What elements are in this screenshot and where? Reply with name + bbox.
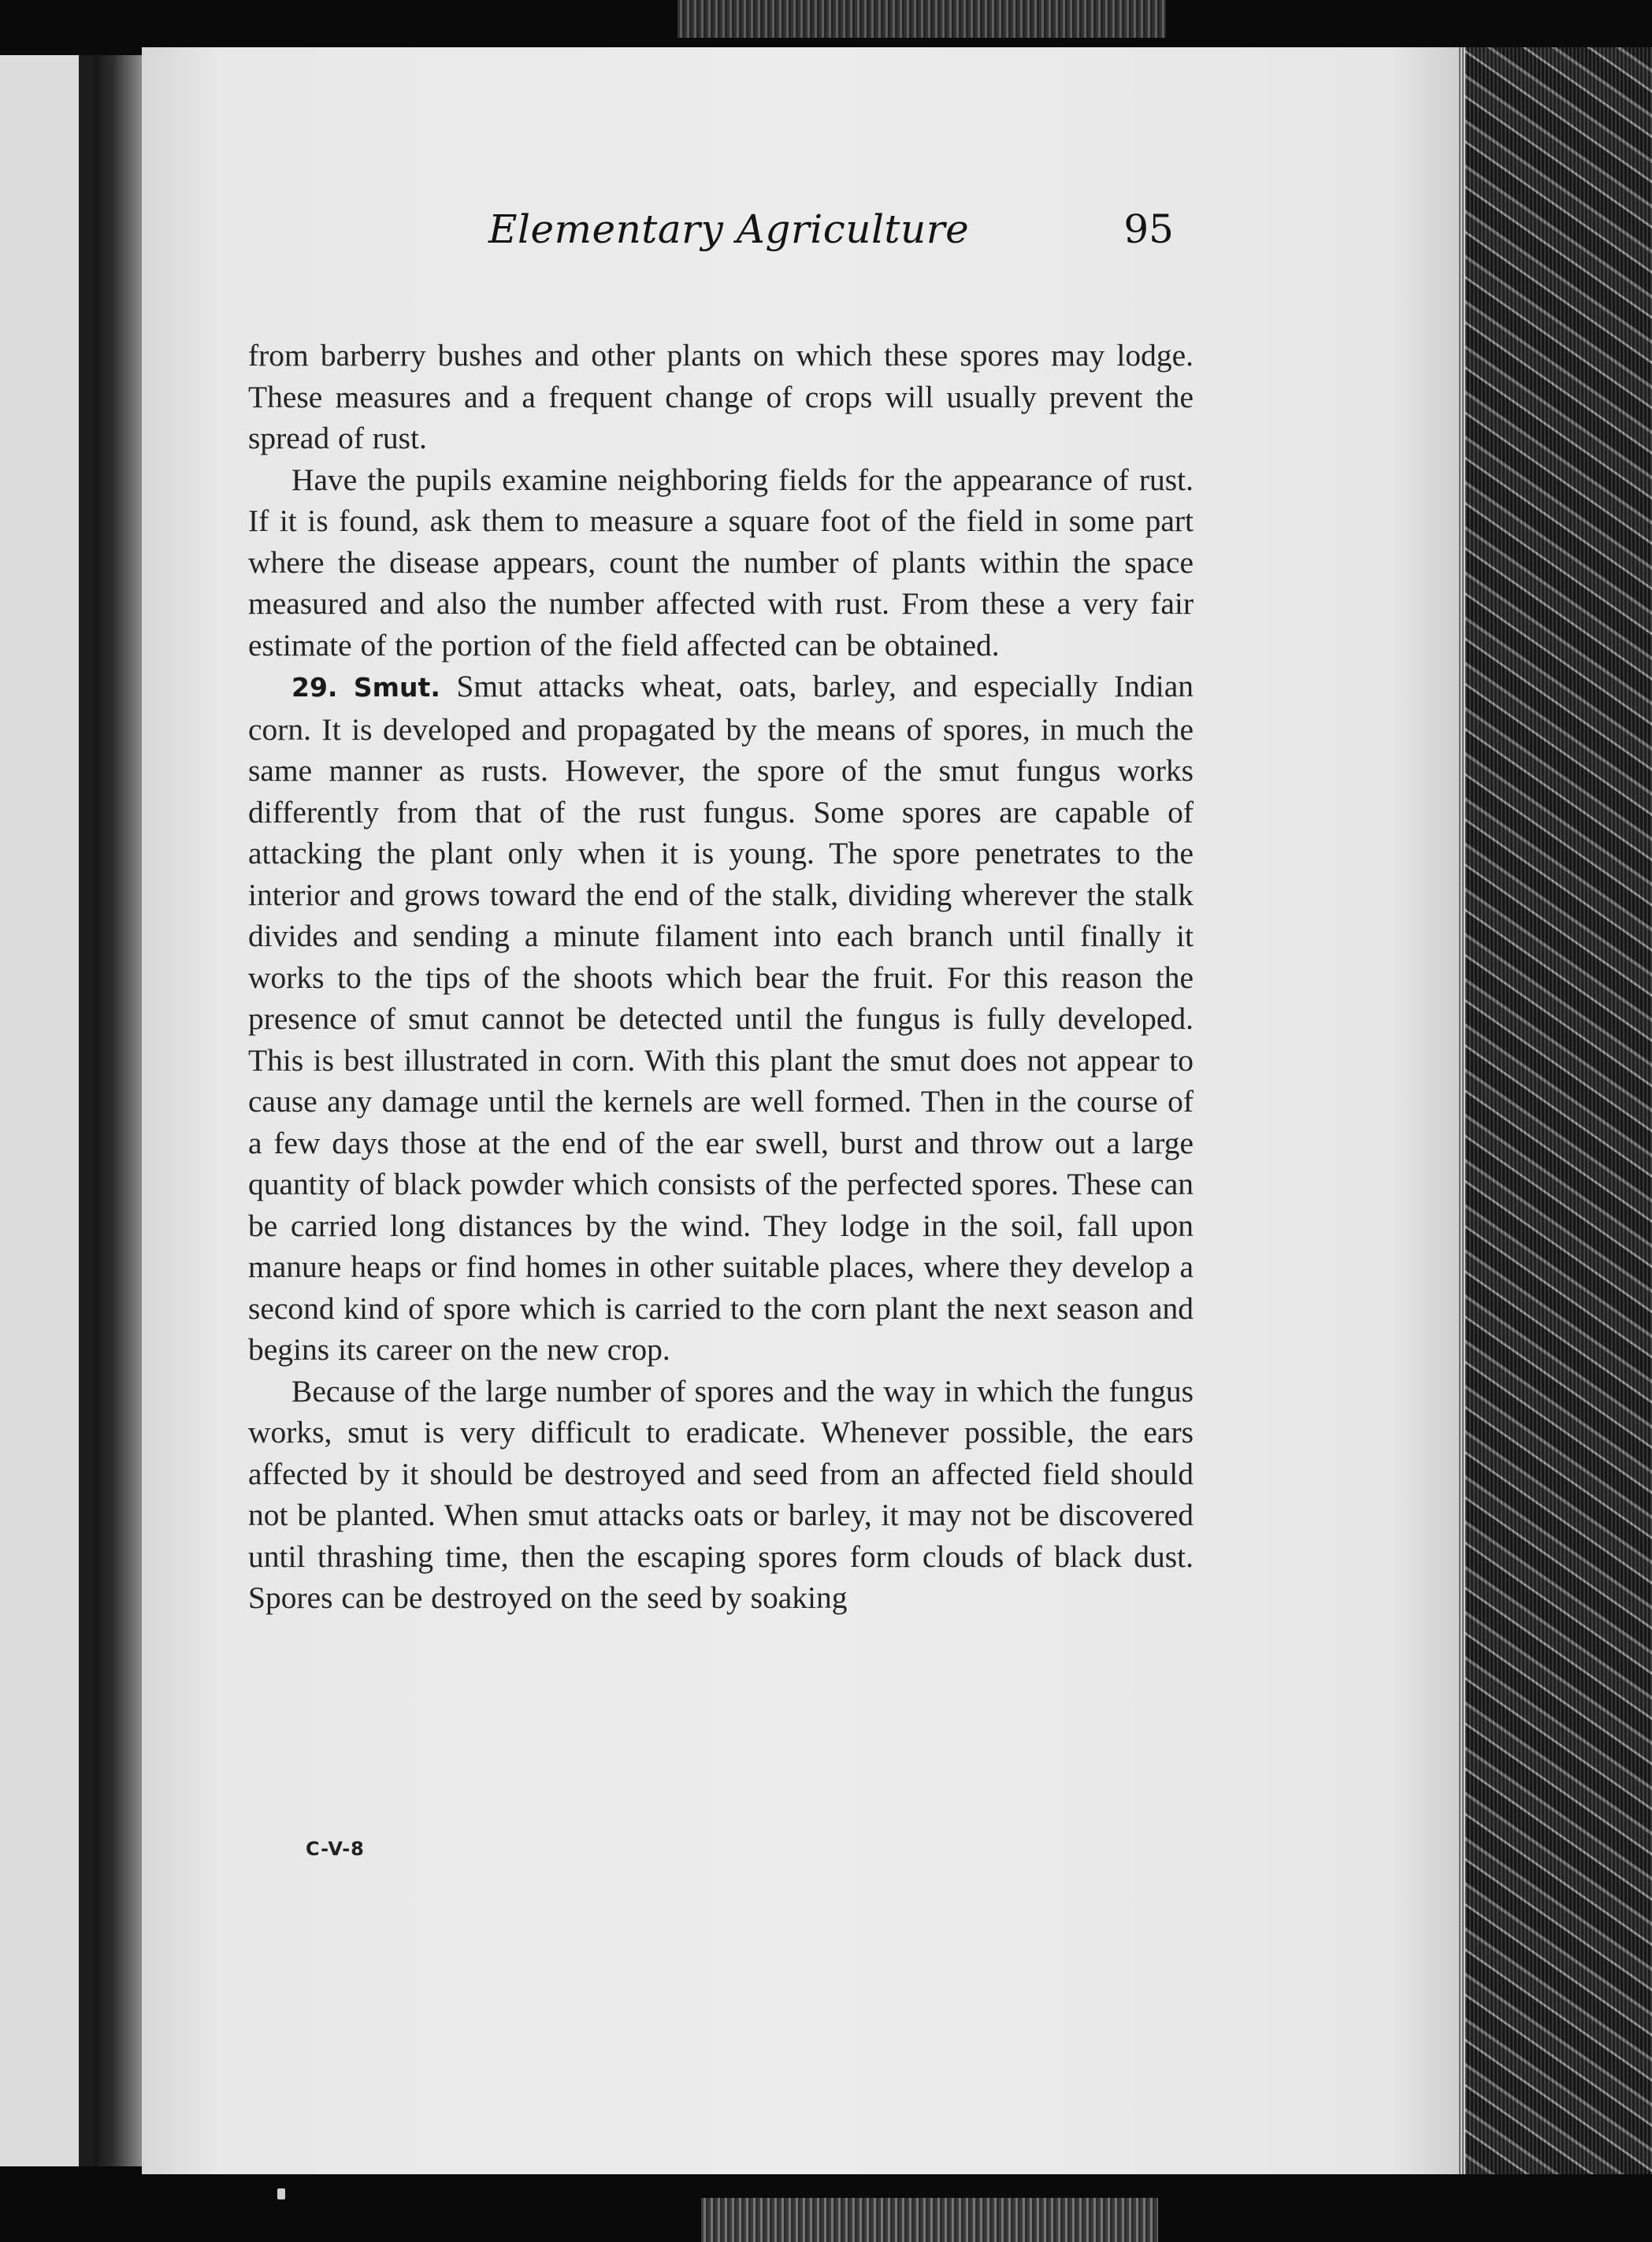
facing-page-edge	[0, 55, 95, 2166]
marbled-fore-edge	[1465, 47, 1652, 2174]
paragraph: Have the pupils examine neighboring fields for the appearance of rust. If it is found, ask them to measure a square foot of the field in some part where the disease appears, count the number of plants within the space measured and also the number affected with rust. From these a very fair estimate of the portion of the field affected can be obtained.	[248, 462, 1194, 663]
signature-mark: C-V-8	[306, 1838, 365, 1860]
running-title: Elementary Agriculture	[488, 206, 970, 252]
section-heading: Smut.	[353, 672, 440, 703]
body-text	[248, 335, 1194, 1619]
section-number: 29.	[291, 672, 338, 703]
scan-speck	[277, 2188, 285, 2199]
page-header	[347, 206, 1174, 262]
page-number: 95	[1123, 206, 1174, 252]
gutter-shadow	[95, 55, 142, 2166]
section-text: Smut attacks wheat, oats, barley, and especially Indian corn. It is developed and propagated by the means of spores, in much the same manner as rusts. However, the spore of the smut fungus works differently from that of the rust fungus. Some spores are capable of attacking the plant only when it is young. The spore penetrates to the interior and grows toward the end of the stalk, dividing wherever the stalk divides and sending a minute filament into each branch until finally it works to the tips of the shoots which bear the fruit. For this reason the presence of smut cannot be detected until the fungus is fully developed. This is best illustrated in corn. With this plant the smut does not appear to cause any damage until the kernels are well formed. Then in the course of a few days those at the end of the ear swell, burst and throw out a large quantity of black powder which consists of the perfected spores. These can be carried long distances by the wind. They lodge in the soil, fall upon manure heaps or find homes in other suitable places, where they develop a second kind of spore which is carried to the corn plant the next season and begins its career on the new crop.	[248, 669, 1194, 1367]
binding-bottom	[701, 2198, 1158, 2242]
paragraph: Because of the large number of spores and the way in which the fungus works, smut is very difficult to eradicate. Whenever possible, the ears affected by it should be destroyed and seed from an affected field should not be planted. When smut attacks oats or barley, it may not be discovered until thrashing time, then the escaping spores form clouds of black dust. Spores can be destroyed on the seed by soaking	[248, 1373, 1194, 1615]
paragraph: from barberry bushes and other plants on which these spores may lodge. These measures and a frequent change of crops will usually prevent the spread of rust.	[248, 338, 1194, 455]
section-paragraph	[248, 666, 1194, 1371]
binding-top	[678, 0, 1166, 38]
